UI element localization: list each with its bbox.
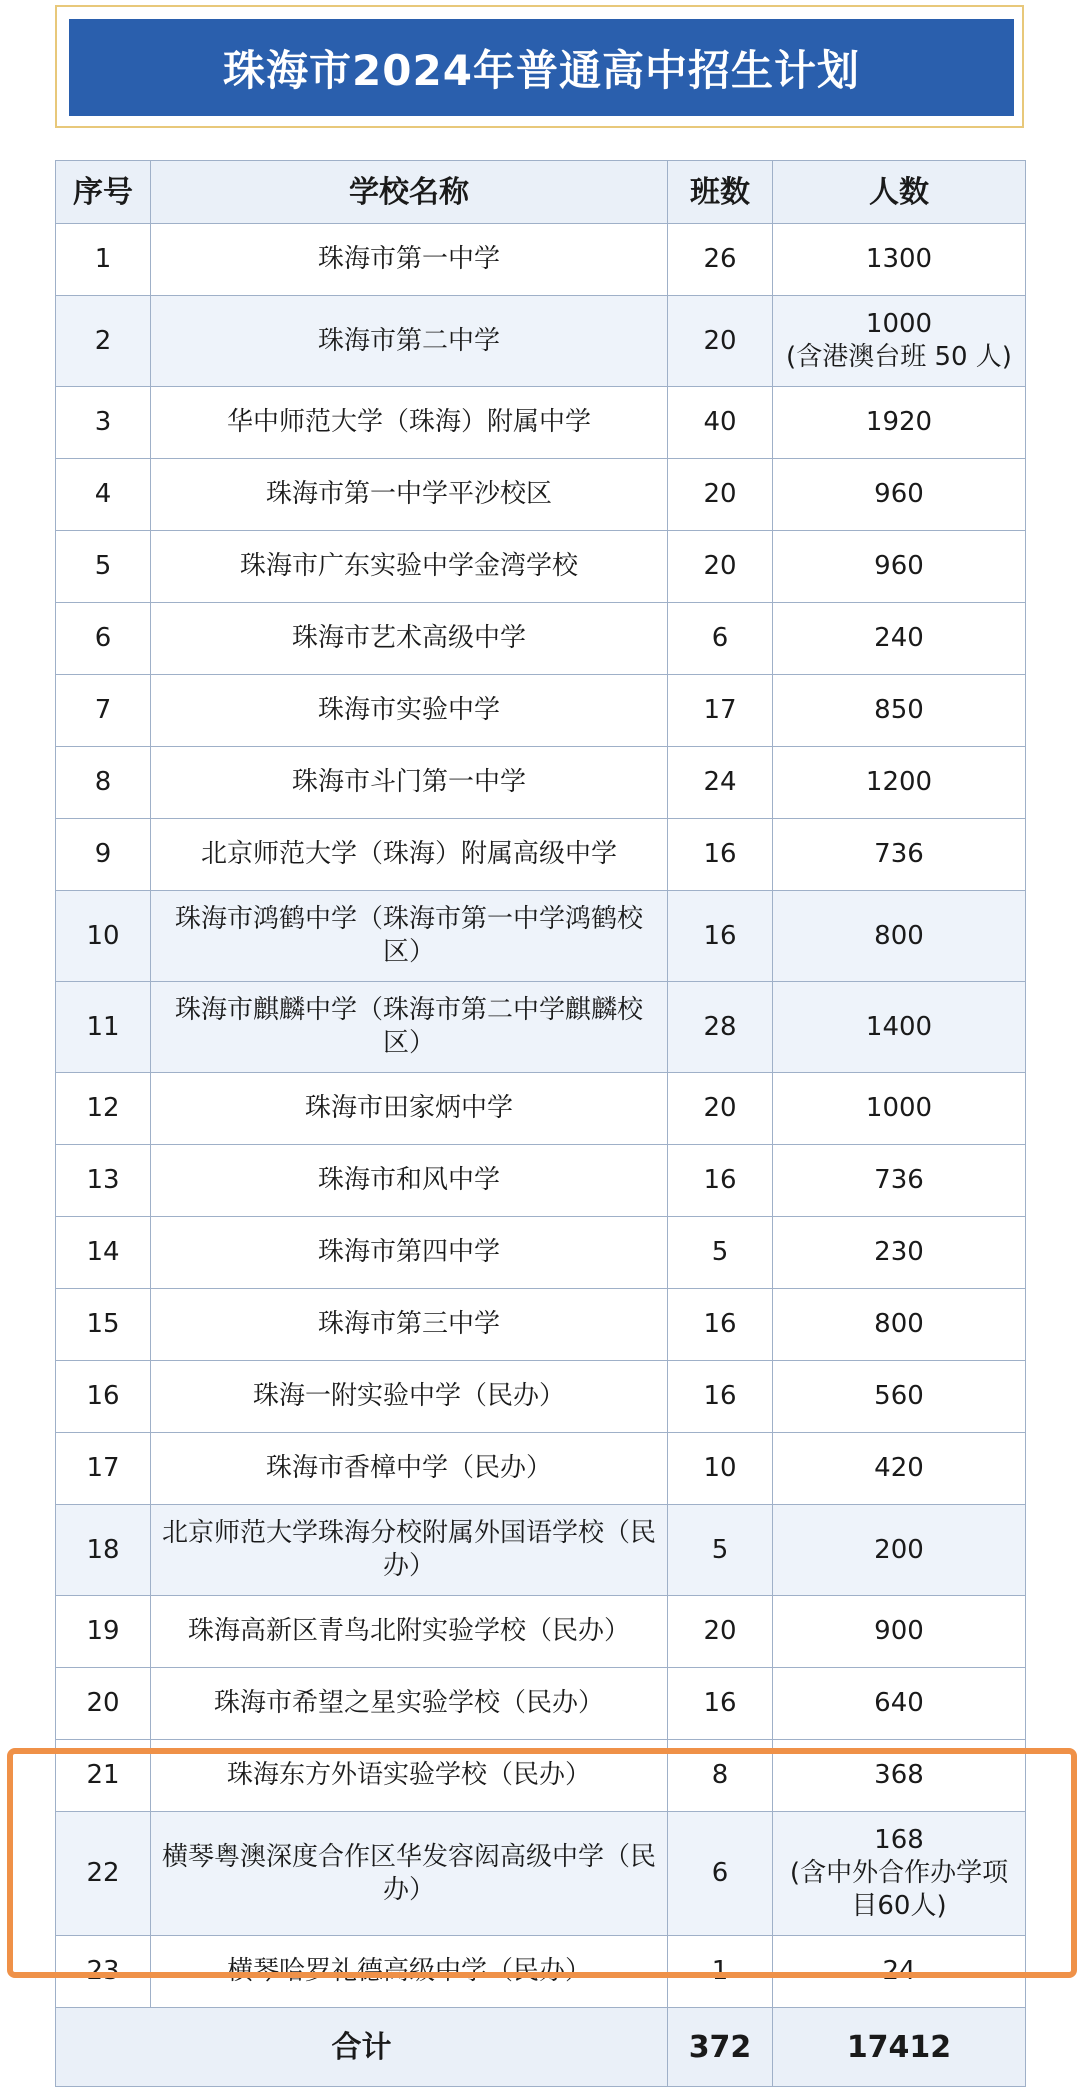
row-number xyxy=(56,603,151,675)
row-number xyxy=(56,1505,151,1596)
row-number-text: 23 xyxy=(86,1956,120,1986)
row-number-text: 3 xyxy=(94,407,112,437)
total-classes: 372 xyxy=(668,2008,773,2087)
class-count-text: 6 xyxy=(711,623,729,653)
class-count-text: 16 xyxy=(703,1688,737,1718)
table-row xyxy=(56,387,1026,459)
student-count xyxy=(773,1073,1026,1145)
class-count xyxy=(668,1596,773,1668)
student-note: (含港澳台班 50 人) xyxy=(786,342,1012,372)
class-count-text: 20 xyxy=(703,325,737,356)
class-count-text: 10 xyxy=(703,1453,737,1483)
table-row xyxy=(56,819,1026,891)
school-name-text: 珠海市第二中学 xyxy=(317,325,500,356)
class-count-text: 26 xyxy=(703,244,737,274)
school-name xyxy=(151,747,668,819)
class-count xyxy=(668,819,773,891)
student-count-text: 240 xyxy=(874,623,924,653)
class-count xyxy=(668,1505,773,1596)
school-name-text: 珠海市田家炳中学 xyxy=(304,1093,513,1123)
school-name xyxy=(151,1289,668,1361)
school-name-text: 华中师范大学（珠海）附属中学 xyxy=(226,407,591,437)
class-count-text: 24 xyxy=(703,767,737,797)
table-row xyxy=(56,224,1026,296)
class-count xyxy=(668,1668,773,1740)
school-name xyxy=(151,1361,668,1433)
class-count-text: 16 xyxy=(703,1381,737,1411)
school-name xyxy=(151,1145,668,1217)
header-row xyxy=(56,161,1026,224)
school-name xyxy=(151,1505,668,1596)
student-count-text: 230 xyxy=(874,1237,924,1267)
school-name-text: 珠海市第一中学平沙校区 xyxy=(265,479,552,509)
student-count xyxy=(773,1289,1026,1361)
table-row xyxy=(56,296,1026,387)
class-count xyxy=(668,891,773,982)
row-number xyxy=(56,982,151,1073)
row-number-text: 17 xyxy=(86,1453,120,1483)
table-row xyxy=(56,675,1026,747)
row-number xyxy=(56,891,151,982)
row-number-text: 20 xyxy=(86,1688,120,1718)
row-number xyxy=(56,1145,151,1217)
table-row xyxy=(56,459,1026,531)
class-count-text: 20 xyxy=(703,1616,737,1646)
student-count xyxy=(773,1361,1026,1433)
school-name xyxy=(151,603,668,675)
table-row xyxy=(56,1073,1026,1145)
table-row xyxy=(56,603,1026,675)
student-count-text: 1300 xyxy=(865,244,933,274)
class-count xyxy=(668,1740,773,1812)
school-name-text: 珠海市和风中学 xyxy=(317,1165,500,1195)
student-count-text: 1400 xyxy=(865,1011,933,1042)
school-name xyxy=(151,675,668,747)
school-name xyxy=(151,1217,668,1289)
school-name xyxy=(151,459,668,531)
school-name xyxy=(151,387,668,459)
row-number xyxy=(56,1596,151,1668)
school-name xyxy=(151,891,668,982)
school-name xyxy=(151,1740,668,1812)
row-number-text: 12 xyxy=(86,1093,120,1123)
school-name-text: 珠海东方外语实验学校（民办） xyxy=(226,1760,591,1790)
row-number xyxy=(56,819,151,891)
student-count-text: 1200 xyxy=(865,767,933,797)
class-count-text: 5 xyxy=(711,1534,729,1565)
row-number xyxy=(56,296,151,387)
table-row xyxy=(56,1361,1026,1433)
row-number-text: 5 xyxy=(94,551,112,581)
class-count-text: 20 xyxy=(703,479,737,509)
school-name-text: 珠海市鸿鹤中学（珠海市第一中学鸿鹤校区） xyxy=(174,904,643,967)
table-row xyxy=(56,982,1026,1073)
class-count xyxy=(668,747,773,819)
student-count xyxy=(773,1433,1026,1505)
student-count-text: 736 xyxy=(874,1165,924,1195)
student-count-text: 560 xyxy=(874,1381,924,1411)
class-count xyxy=(668,675,773,747)
school-name xyxy=(151,1433,668,1505)
total-students: 17412 xyxy=(773,2008,1026,2087)
table-row xyxy=(56,1433,1026,1505)
row-number-text: 14 xyxy=(86,1237,120,1267)
row-number-text: 16 xyxy=(86,1381,120,1411)
table-row xyxy=(56,1936,1026,2008)
row-number-text: 19 xyxy=(86,1616,120,1646)
class-count xyxy=(668,296,773,387)
row-number-text: 15 xyxy=(86,1309,120,1339)
table-row xyxy=(56,747,1026,819)
student-note: (含中外合作办学项目60人) xyxy=(789,1858,1009,1921)
school-name xyxy=(151,531,668,603)
student-count-text: 960 xyxy=(874,479,924,509)
row-number-text: 10 xyxy=(86,920,120,951)
school-name xyxy=(151,1596,668,1668)
school-name xyxy=(151,1073,668,1145)
class-count-text: 20 xyxy=(703,1093,737,1123)
student-count-text: 900 xyxy=(874,1616,924,1646)
class-count xyxy=(668,603,773,675)
table-row xyxy=(56,1145,1026,1217)
enrollment-table xyxy=(55,160,1026,2087)
student-count xyxy=(773,1145,1026,1217)
student-count xyxy=(773,224,1026,296)
row-number-text: 2 xyxy=(94,325,112,356)
row-number-text: 7 xyxy=(94,695,112,725)
student-count-text: 850 xyxy=(874,695,924,725)
row-number xyxy=(56,224,151,296)
school-name xyxy=(151,1936,668,2008)
student-count xyxy=(773,1505,1026,1596)
student-count xyxy=(773,747,1026,819)
student-count xyxy=(773,1740,1026,1812)
row-number xyxy=(56,1289,151,1361)
title-banner xyxy=(55,5,1024,128)
school-name xyxy=(151,1668,668,1740)
header-students: 人数 xyxy=(773,161,1026,224)
row-number xyxy=(56,1073,151,1145)
table-row xyxy=(56,891,1026,982)
class-count xyxy=(668,1217,773,1289)
school-name-text: 横琴粤澳深度合作区华发容闳高级中学（民办） xyxy=(161,1841,656,1905)
class-count-text: 16 xyxy=(703,1165,737,1195)
header-school: 学校名称 xyxy=(151,161,668,224)
school-name-text: 珠海市麒麟中学（珠海市第二中学麒麟校区） xyxy=(174,995,643,1058)
table-row xyxy=(56,1505,1026,1596)
row-number-text: 22 xyxy=(86,1858,120,1888)
student-count xyxy=(773,675,1026,747)
student-count-text: 960 xyxy=(874,551,924,581)
row-number-text: 4 xyxy=(94,479,112,509)
row-number-text: 8 xyxy=(94,767,112,797)
table-row xyxy=(56,531,1026,603)
row-number xyxy=(56,1740,151,1812)
row-number xyxy=(56,1433,151,1505)
class-count xyxy=(668,224,773,296)
row-number-text: 18 xyxy=(86,1534,120,1565)
school-name xyxy=(151,1812,668,1936)
student-count-text: 1920 xyxy=(865,407,933,437)
student-count-text: 368 xyxy=(874,1760,924,1790)
row-number xyxy=(56,1361,151,1433)
row-number-text: 1 xyxy=(94,244,112,274)
row-number xyxy=(56,675,151,747)
class-count-text: 20 xyxy=(703,551,737,581)
school-name xyxy=(151,819,668,891)
row-number xyxy=(56,1217,151,1289)
row-number xyxy=(56,1668,151,1740)
total-label: 合计 xyxy=(56,2008,668,2087)
student-count-text: 736 xyxy=(874,839,924,869)
school-name-text: 珠海一附实验中学（民办） xyxy=(252,1381,565,1411)
row-number xyxy=(56,1812,151,1936)
school-name-text: 珠海市斗门第一中学 xyxy=(291,767,526,797)
school-name-text: 珠海高新区青鸟北附实验学校（民办） xyxy=(187,1616,630,1646)
class-count-text: 16 xyxy=(703,1309,737,1339)
class-count-text: 5 xyxy=(711,1237,729,1267)
class-count xyxy=(668,1433,773,1505)
table-row xyxy=(56,1812,1026,1936)
student-count xyxy=(773,1668,1026,1740)
row-number xyxy=(56,459,151,531)
student-count xyxy=(773,819,1026,891)
class-count xyxy=(668,1812,773,1936)
school-name-text: 珠海市第四中学 xyxy=(317,1237,500,1267)
student-count-text: 24 xyxy=(882,1956,916,1986)
row-number xyxy=(56,531,151,603)
school-name xyxy=(151,224,668,296)
school-name-text: 珠海市香樟中学（民办） xyxy=(265,1453,552,1483)
class-count xyxy=(668,1145,773,1217)
student-count xyxy=(773,603,1026,675)
table-row xyxy=(56,1217,1026,1289)
row-number-text: 9 xyxy=(94,839,112,869)
student-count xyxy=(773,296,1026,387)
student-count-text: 800 xyxy=(874,920,924,951)
row-number xyxy=(56,747,151,819)
student-count xyxy=(773,982,1026,1073)
school-name-text: 珠海市第三中学 xyxy=(317,1309,500,1339)
class-count-text: 1 xyxy=(711,1956,729,1986)
student-count-text: 1000 xyxy=(865,309,933,339)
table-row xyxy=(56,1596,1026,1668)
student-count xyxy=(773,531,1026,603)
school-name-text: 北京师范大学（珠海）附属高级中学 xyxy=(200,839,617,869)
table-row xyxy=(56,1740,1026,1812)
class-count xyxy=(668,459,773,531)
class-count xyxy=(668,1289,773,1361)
school-name-text: 横琴哈罗礼德高级中学（民办） xyxy=(226,1956,591,1986)
student-count xyxy=(773,387,1026,459)
row-number-text: 11 xyxy=(86,1011,120,1042)
school-name-text: 北京师范大学珠海分校附属外国语学校（民办） xyxy=(161,1518,656,1581)
row-number-text: 6 xyxy=(94,623,112,653)
class-count-text: 28 xyxy=(703,1011,737,1042)
school-name-text: 珠海市第一中学 xyxy=(317,244,500,274)
class-count xyxy=(668,982,773,1073)
student-count xyxy=(773,1596,1026,1668)
student-count-text: 168 xyxy=(874,1825,924,1855)
header-classes: 班数 xyxy=(668,161,773,224)
class-count-text: 40 xyxy=(703,407,737,437)
student-count-text: 420 xyxy=(874,1453,924,1483)
class-count xyxy=(668,1936,773,2008)
class-count-text: 16 xyxy=(703,920,737,951)
student-count xyxy=(773,1217,1026,1289)
table-row xyxy=(56,1668,1026,1740)
class-count-text: 16 xyxy=(703,839,737,869)
school-name-text: 珠海市广东实验中学金湾学校 xyxy=(239,551,578,581)
class-count-text: 17 xyxy=(703,695,737,725)
row-number xyxy=(56,1936,151,2008)
total-row xyxy=(56,2008,1026,2087)
class-count xyxy=(668,531,773,603)
student-count xyxy=(773,891,1026,982)
school-name-text: 珠海市艺术高级中学 xyxy=(291,623,526,653)
row-number-text: 21 xyxy=(86,1760,120,1790)
student-count-text: 200 xyxy=(874,1534,924,1565)
student-count xyxy=(773,1936,1026,2008)
student-count-text: 640 xyxy=(874,1688,924,1718)
class-count-text: 6 xyxy=(711,1858,729,1888)
row-number xyxy=(56,387,151,459)
school-name-text: 珠海市实验中学 xyxy=(317,695,500,725)
student-count-text: 800 xyxy=(874,1309,924,1339)
class-count-text: 8 xyxy=(711,1760,729,1790)
class-count xyxy=(668,387,773,459)
class-count xyxy=(668,1361,773,1433)
page-title: 珠海市2024年普通高中招生计划 xyxy=(223,45,860,95)
student-count xyxy=(773,459,1026,531)
title-bar xyxy=(69,19,1014,116)
student-count-text: 1000 xyxy=(865,1093,933,1123)
school-name xyxy=(151,982,668,1073)
school-name-text: 珠海市希望之星实验学校（民办） xyxy=(213,1688,604,1718)
student-count xyxy=(773,1812,1026,1936)
row-number-text: 13 xyxy=(86,1165,120,1195)
class-count xyxy=(668,1073,773,1145)
header-no: 序号 xyxy=(56,161,151,224)
school-name xyxy=(151,296,668,387)
table-row xyxy=(56,1289,1026,1361)
